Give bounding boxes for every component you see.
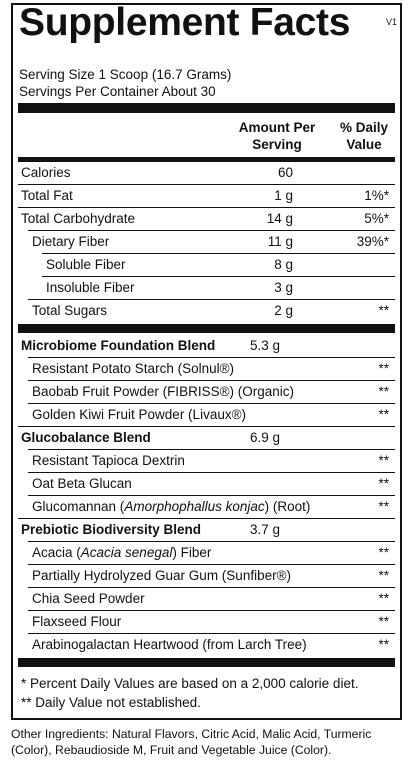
- other-ingredients: Other Ingredients: Natural Flavors, Citric Acid, Malic Acid, Turmeric (Color), Rebaudioside M, Fruit and Vegetable Juice (Color).: [11, 727, 372, 757]
- nutrient-row-total-fat: Total Fat 1 g 1%*: [18, 185, 395, 208]
- nutrient-row-total-sugars: Total Sugars 2 g **: [32, 303, 389, 318]
- blend-item: Resistant Tapioca Dextrin **: [18, 450, 395, 473]
- blend-row-prebiotic: Prebiotic Biodiversity Blend 3.7 g: [18, 519, 395, 542]
- nutrient-row-dietary-fiber: Dietary Fiber 11 g 39%*: [18, 231, 395, 254]
- servings-per-container: Servings Per Container About 30: [19, 84, 216, 99]
- daily-value-header: % Daily Value: [339, 120, 389, 152]
- nutrient-row-soluble-fiber: Soluble Fiber 8 g: [18, 254, 395, 277]
- blend-item: Oat Beta Glucan **: [18, 473, 395, 496]
- blend-item: Flaxseed Flour **: [18, 611, 395, 634]
- amount-per-serving-header: Amount Per Serving: [238, 120, 316, 152]
- blend-row-microbiome: Microbiome Foundation Blend 5.3 g: [18, 335, 395, 358]
- panel-title: Supplement Facts: [19, 1, 351, 44]
- version-label: V1: [385, 17, 397, 27]
- nutrient-row-insoluble-fiber: Insoluble Fiber 3 g: [18, 277, 395, 300]
- supplement-facts-panel: [11, 3, 402, 720]
- blend-item: Partially Hydrolyzed Guar Gum (Sunfiber®) **: [18, 565, 395, 588]
- blend-item: Glucomannan (Amorphophallus konjac) (Root) **: [18, 496, 395, 519]
- blend-item: Baobab Fruit Powder (FIBRISS®) (Organic) **: [18, 381, 395, 404]
- footnote-daily-values: * Percent Daily Values are based on a 2,000 calorie diet.: [21, 676, 359, 691]
- blend-item: Golden Kiwi Fruit Powder (Livaux®) **: [18, 404, 395, 427]
- nutrient-row-total-carbohydrate: Total Carbohydrate 14 g 5%*: [18, 208, 395, 231]
- serving-size: Serving Size 1 Scoop (16.7 Grams): [19, 67, 232, 82]
- blend-item: Acacia (Acacia senegal) Fiber **: [18, 542, 395, 565]
- blend-divider: [18, 324, 395, 333]
- nutrient-row-calories: Calories 60: [18, 162, 395, 185]
- blend-row-glucobalance: Glucobalance Blend 6.9 g: [18, 427, 395, 450]
- blend-item: Resistant Potato Starch (Solnul®) **: [18, 358, 395, 381]
- footnote-not-established: ** Daily Value not established.: [21, 695, 201, 710]
- blend-item: Arabinogalactan Heartwood (from Larch Tree) **: [32, 637, 389, 652]
- footnote-divider: [18, 658, 395, 667]
- blend-item: Chia Seed Powder **: [18, 588, 395, 611]
- thick-divider: [18, 103, 395, 113]
